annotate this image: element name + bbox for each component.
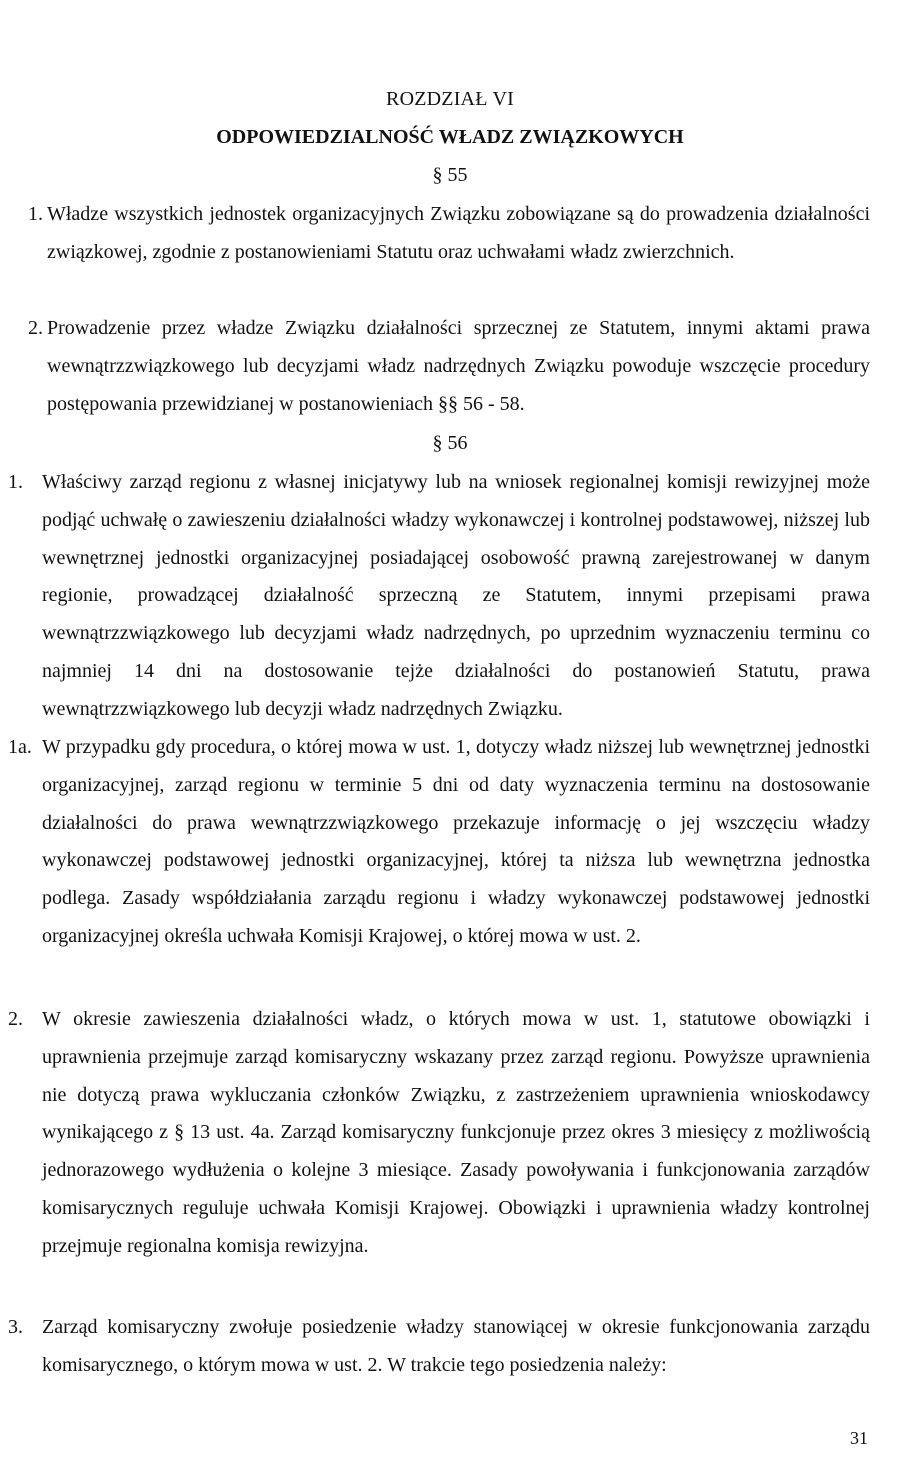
item-number: 2. [28,317,43,339]
item-number: 1. [28,203,43,225]
page-number: 31 [850,1428,868,1448]
section-55-item-2 [28,310,870,423]
item-text: W przypadku gdy procedura, o której mowa w ust. 1, dotyczy władz niższej lub wewnętrznej jednostki organizacyjnej, zarząd regionu w terminie 5 dni od daty wyznaczenia terminu na dostosowanie działalności do prawa wewnątrzzwiązkowego przekazuje informację o jej wszczęciu władzy wykonawczej podstawowej jednostki organizacyjnej, której ta niższa lub wewnętrzna jednostka podlega. Zasady współdziałania zarządu regionu i władzy wykonawczej podstawowej jednostki organizacyjnej określa uchwała Komisji Krajowej, o której mowa w ust. 2. [42,736,870,947]
item-number: 1a. [8,736,32,758]
item-number: 2. [8,1008,23,1030]
section-55-item-1 [28,196,870,272]
item-text: W okresie zawieszenia działalności władz, o których mowa w ust. 1, statutowe obowiązki i uprawnienia przejmuje zarząd komisaryczny wskazany przez zarząd regionu. Powyższe uprawnienia nie dotyczą prawa wykluczania członków Związku, z zastrzeżeniem uprawnienia wnioskodawcy wynikającego z § 13 ust. 4a. Zarząd komisaryczny funkcjonuje przez okres 3 miesięcy z możliwością jednorazowego wydłużenia o kolejne 3 miesiące. Zasady powoływania i funkcjonowania zarządów komisarycznych reguluje uchwała Komisji Krajowej. Obowiązki i uprawnienia władzy kontrolnej przejmuje regionalna komisja rewizyjna. [42,1008,870,1257]
item-text: Właściwy zarząd regionu z własnej inicjatywy lub na wniosek regionalnej komisji rewizyjnej może podjąć uchwałę o zawieszeniu działalności władzy wykonawczej i kontrolnej podstawowej, niższej lub wewnętrznej jednostki organizacyjnej posiadającej osobowość prawną zarejestrowanej w danym regionie, prowadzącej działalność sprzeczną ze Statutem, innymi przepisami prawa wewnątrzzwiązkowego lub decyzjami władz nadrzędnych, po uprzednim wyznaczeniu terminu co najmniej 14 dni na dostosowanie tejże działalności do postanowień Statutu, prawa wewnątrzzwiązkowego lub decyzji władz nadrzędnych Związku. [42,471,870,720]
section-56-item-1 [8,464,870,729]
section-56-item-2 [8,1001,870,1266]
item-text: Prowadzenie przez władze Związku działalności sprzecznej ze Statutem, innymi aktami prawa wewnątrzzwiązkowego lub decyzjami władz nadrzędnych Związku powoduje wszczęcie procedury postępowania przewidzianej w postanowieniach §§ 56 - 58. [47,317,870,415]
section-56-item-1a [8,729,870,956]
item-text: Władze wszystkich jednostek organizacyjnych Związku zobowiązane są do prowadzenia działalności związkowej, zgodnie z postanowieniami Statutu oraz uchwałami władz zwierzchnich. [47,203,870,263]
item-number: 1. [8,471,23,493]
item-text: Zarząd komisaryczny zwołuje posiedzenie władzy stanowiącej w okresie funkcjonowania zarządu komisarycznego, o którym mowa w ust. 2. W trakcie tego posiedzenia należy: [42,1316,870,1376]
chapter-heading: ROZDZIAŁ VI [386,88,514,110]
section-56-item-3 [8,1309,870,1385]
section-mark: § 56 [432,432,468,454]
item-number: 3. [8,1316,23,1338]
chapter-title: ODPOWIEDZIALNOŚĆ WŁADZ ZWIĄZKOWYCH [216,126,684,148]
section-mark: § 55 [432,164,468,186]
